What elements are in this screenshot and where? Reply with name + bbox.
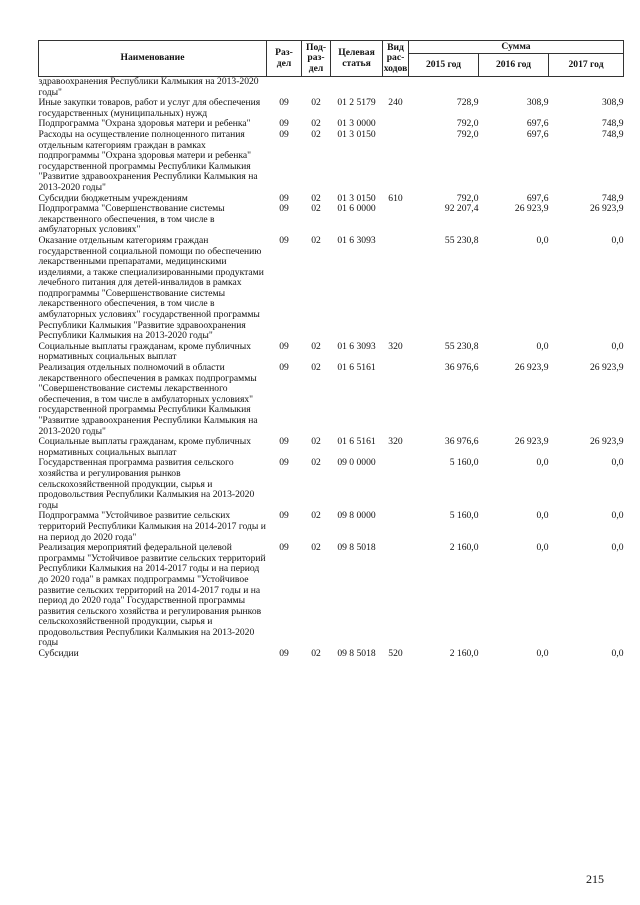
sum-2015-cell: 792,0 [456, 128, 479, 140]
sum-2016-cell: 0,0 [536, 648, 549, 660]
vid-rashodov-cell [383, 543, 409, 649]
sum-2015-cell: 55 230,8 [444, 234, 479, 246]
row-name: Подпрограмма "Совершенствование системы лекарственного обеспечения, в том числе в амбулаторных условиях" [38, 203, 225, 236]
vid-rashodov-cell [383, 204, 409, 236]
sum-2015-cell [409, 77, 479, 99]
table-row [39, 98, 624, 119]
sum-2016-cell: 0,0 [536, 340, 549, 352]
sum-2016-cell: 697,6 [526, 128, 549, 140]
podrazdel-cell: 02 [311, 118, 321, 130]
header-podrazdel: Под- раз- дел [302, 41, 331, 77]
table-row [39, 437, 624, 458]
header-celevaya-statya: Целевая статья [331, 41, 383, 77]
table-row [39, 649, 624, 660]
header-year-2015: 2015 год [409, 54, 479, 77]
podrazdel-cell: 02 [311, 128, 321, 140]
row-name: Социальные выплаты гражданам, кроме публичных нормативных социальных выплат [38, 340, 252, 363]
table-row [39, 511, 624, 543]
sum-2015-cell: 792,0 [456, 192, 479, 204]
podrazdel-cell: 02 [311, 340, 321, 352]
sum-2017-cell: 26 923,9 [589, 436, 624, 448]
row-name: Подпрограмма "Охрана здоровья матери и ребенка" [38, 118, 251, 130]
sum-2017-cell: 0,0 [611, 510, 624, 522]
celevaya-statya-cell: 01 6 0000 [337, 203, 376, 215]
celevaya-statya-cell [331, 77, 383, 99]
podrazdel-cell: 02 [311, 510, 321, 522]
sum-2017-cell: 0,0 [611, 457, 624, 469]
row-name: Субсидии [38, 648, 79, 660]
razdel-cell: 09 [279, 203, 289, 215]
row-name: Государственная программа развития сельского хозяйства и регулирования рынков сельскохозяйственной продукции, сырья и продовольствия Республики Калмыкия на 2013-2020 годы [38, 457, 255, 511]
row-name: Социальные выплаты гражданам, кроме публичных нормативных социальных выплат [38, 436, 252, 458]
table-row [39, 363, 624, 437]
sum-2016-cell: 0,0 [536, 457, 549, 469]
sum-2017-cell: 26 923,9 [589, 203, 624, 215]
header-razdel: Раз- дел [267, 41, 302, 77]
celevaya-statya-cell: 09 8 5018 [337, 542, 376, 554]
sum-2016-cell: 697,6 [526, 192, 549, 204]
sum-2015-cell: 36 976,6 [444, 362, 479, 374]
sum-2017-cell [549, 77, 624, 99]
razdel-cell: 09 [279, 234, 289, 246]
vid-rashodov-cell [383, 130, 409, 194]
header-year-2017: 2017 год [549, 54, 624, 77]
row-name: Субсидии бюджетным учреждениям [38, 192, 188, 204]
razdel-cell: 09 [279, 542, 289, 554]
sum-2015-cell: 2 160,0 [449, 648, 479, 660]
sum-2016-cell [479, 77, 549, 99]
table-header [39, 41, 624, 77]
podrazdel-cell: 02 [311, 648, 321, 660]
razdel-cell: 09 [279, 648, 289, 660]
sum-2017-cell: 0,0 [611, 340, 624, 352]
sum-2016-cell: 697,6 [526, 118, 549, 130]
vid-rashodov-cell: 520 [388, 648, 403, 660]
vid-rashodov-cell [383, 119, 409, 130]
sum-2017-cell: 0,0 [611, 234, 624, 246]
row-name: здравоохранения Республики Калмыкия на 2013-2020 годы" [38, 76, 259, 98]
razdel-cell: 09 [279, 362, 289, 374]
vid-rashodov-cell [383, 236, 409, 342]
table-row [39, 543, 624, 649]
row-name: Реализация отдельных полномочий в области лекарственного обеспечения в рамках подпрограммы "Совершенствование системы лекарственного обеспечения, в том числе в амбулаторных условиях" государственной программы Республики Калмыкия "Развитие здравоохранения Республики Калмыкия на 2013-2020 годы" [38, 362, 258, 437]
podrazdel-cell: 02 [311, 192, 321, 204]
sum-2016-cell: 26 923,9 [514, 436, 549, 448]
razdel-cell: 09 [279, 436, 289, 448]
table-row [39, 342, 624, 363]
celevaya-statya-cell: 01 2 5179 [337, 97, 376, 109]
sum-2015-cell: 36 976,6 [444, 436, 479, 448]
sum-2015-cell: 728,9 [456, 97, 479, 109]
celevaya-statya-cell: 01 6 5161 [337, 362, 376, 374]
sum-2017-cell: 26 923,9 [589, 362, 624, 374]
sum-2015-cell: 55 230,8 [444, 340, 479, 352]
vid-rashodov-cell: 320 [388, 436, 403, 448]
row-name: Реализация мероприятий федеральной целевой программы "Устойчивое развитие сельских территорий Республики Калмыкия на 2014-2017 годы и на период до 2020 года" в рамках подпрограммы "Устойчивое развитие сельских территорий на 2014-2017 годы и на период до 2020 года" Государственной программы развития сельского хозяйства и регулирования рынков сельскохозяйственной продукции, сырья и продовольствия Республики Калмыкия на 2013-2020 годы [38, 542, 266, 649]
podrazdel-cell: 02 [311, 457, 321, 469]
row-name: Расходы на осуществление полноценного питания отдельным категориям граждан в рамках подпрограммы "Охрана здоровья матери и ребенка" государственной программы Республики Калмыкия "Развитие здравоохранения Республики Калмыкия на 2013-2020 годы" [38, 128, 258, 193]
page-number: 215 [586, 872, 604, 886]
celevaya-statya-cell: 01 6 5161 [337, 436, 376, 448]
sum-2015-cell: 5 160,0 [449, 457, 479, 469]
vid-rashodov-cell [383, 458, 409, 511]
razdel-cell: 09 [279, 128, 289, 140]
celevaya-statya-cell: 01 6 3093 [337, 234, 376, 246]
sum-2017-cell: 0,0 [611, 542, 624, 554]
celevaya-statya-cell: 01 3 0150 [337, 128, 376, 140]
celevaya-statya-cell: 01 3 0150 [337, 192, 376, 204]
podrazdel-cell: 02 [311, 436, 321, 448]
celevaya-statya-cell: 09 0 0000 [337, 457, 376, 469]
header-summa: Сумма [409, 41, 624, 54]
sum-2016-cell: 0,0 [536, 510, 549, 522]
razdel-cell [267, 77, 302, 99]
sum-2015-cell: 2 160,0 [449, 542, 479, 554]
sum-2016-cell: 26 923,9 [514, 362, 549, 374]
razdel-cell: 09 [279, 192, 289, 204]
sum-2015-cell: 92 207,4 [444, 203, 479, 215]
row-name: Иные закупки товаров, работ и услуг для обеспечения государственных (муниципальных) нужд [38, 97, 261, 119]
sum-2017-cell: 308,9 [601, 97, 624, 109]
row-name: Подпрограмма "Устойчивое развитие сельских территорий Республики Калмыкия на 2014-2017 годы и на период до 2020 года" [38, 510, 266, 543]
sum-2015-cell: 792,0 [456, 118, 479, 130]
podrazdel-cell [302, 77, 331, 99]
header-vid-rashodov: Вид рас- ходов [383, 41, 409, 77]
vid-rashodov-cell: 610 [388, 192, 403, 204]
celevaya-statya-cell: 01 3 0000 [337, 118, 376, 130]
podrazdel-cell: 02 [311, 203, 321, 215]
table-row [39, 204, 624, 236]
sum-2017-cell: 748,9 [601, 192, 624, 204]
table-body [39, 77, 624, 660]
razdel-cell: 09 [279, 340, 289, 352]
sum-2017-cell: 748,9 [601, 128, 624, 140]
razdel-cell: 09 [279, 118, 289, 130]
celevaya-statya-cell: 09 8 0000 [337, 510, 376, 522]
podrazdel-cell: 02 [311, 97, 321, 109]
razdel-cell: 09 [279, 510, 289, 522]
razdel-cell: 09 [279, 97, 289, 109]
row-name: Оказание отдельным категориям граждан государственной социальной помощи по обеспечению лекарственными препаратами, медицинскими изделиями, а также специализированными продуктами лечебного питания для детей-инвалидов в рамках подпрограммы "Совершенствование системы лекарственного обеспечения, в том числе в амбулаторных условиях" государственной программы Республики Калмыкия "Развитие здравоохранения Республики Калмыкия на 2013-2020 годы" [38, 234, 264, 342]
sum-2016-cell: 0,0 [536, 234, 549, 246]
table-row [39, 77, 624, 99]
sum-2016-cell: 0,0 [536, 542, 549, 554]
header-year-2016: 2016 год [479, 54, 549, 77]
vid-rashodov-cell [383, 363, 409, 437]
sum-2017-cell: 748,9 [601, 118, 624, 130]
table-row [39, 130, 624, 194]
vid-rashodov-cell: 320 [388, 340, 403, 352]
table-row [39, 236, 624, 342]
vid-rashodov-cell [383, 511, 409, 543]
sum-2017-cell: 0,0 [611, 648, 624, 660]
vid-rashodov-cell [383, 77, 409, 99]
sum-2016-cell: 308,9 [526, 97, 549, 109]
razdel-cell: 09 [279, 457, 289, 469]
table-row [39, 458, 624, 511]
budget-table [38, 40, 624, 660]
podrazdel-cell: 02 [311, 362, 321, 374]
podrazdel-cell: 02 [311, 234, 321, 246]
podrazdel-cell: 02 [311, 542, 321, 554]
header-name: Наименование [39, 41, 267, 77]
celevaya-statya-cell: 01 6 3093 [337, 340, 376, 352]
celevaya-statya-cell: 09 8 5018 [337, 648, 376, 660]
sum-2016-cell: 26 923,9 [514, 203, 549, 215]
sum-2015-cell: 5 160,0 [449, 510, 479, 522]
vid-rashodov-cell: 240 [388, 97, 403, 109]
